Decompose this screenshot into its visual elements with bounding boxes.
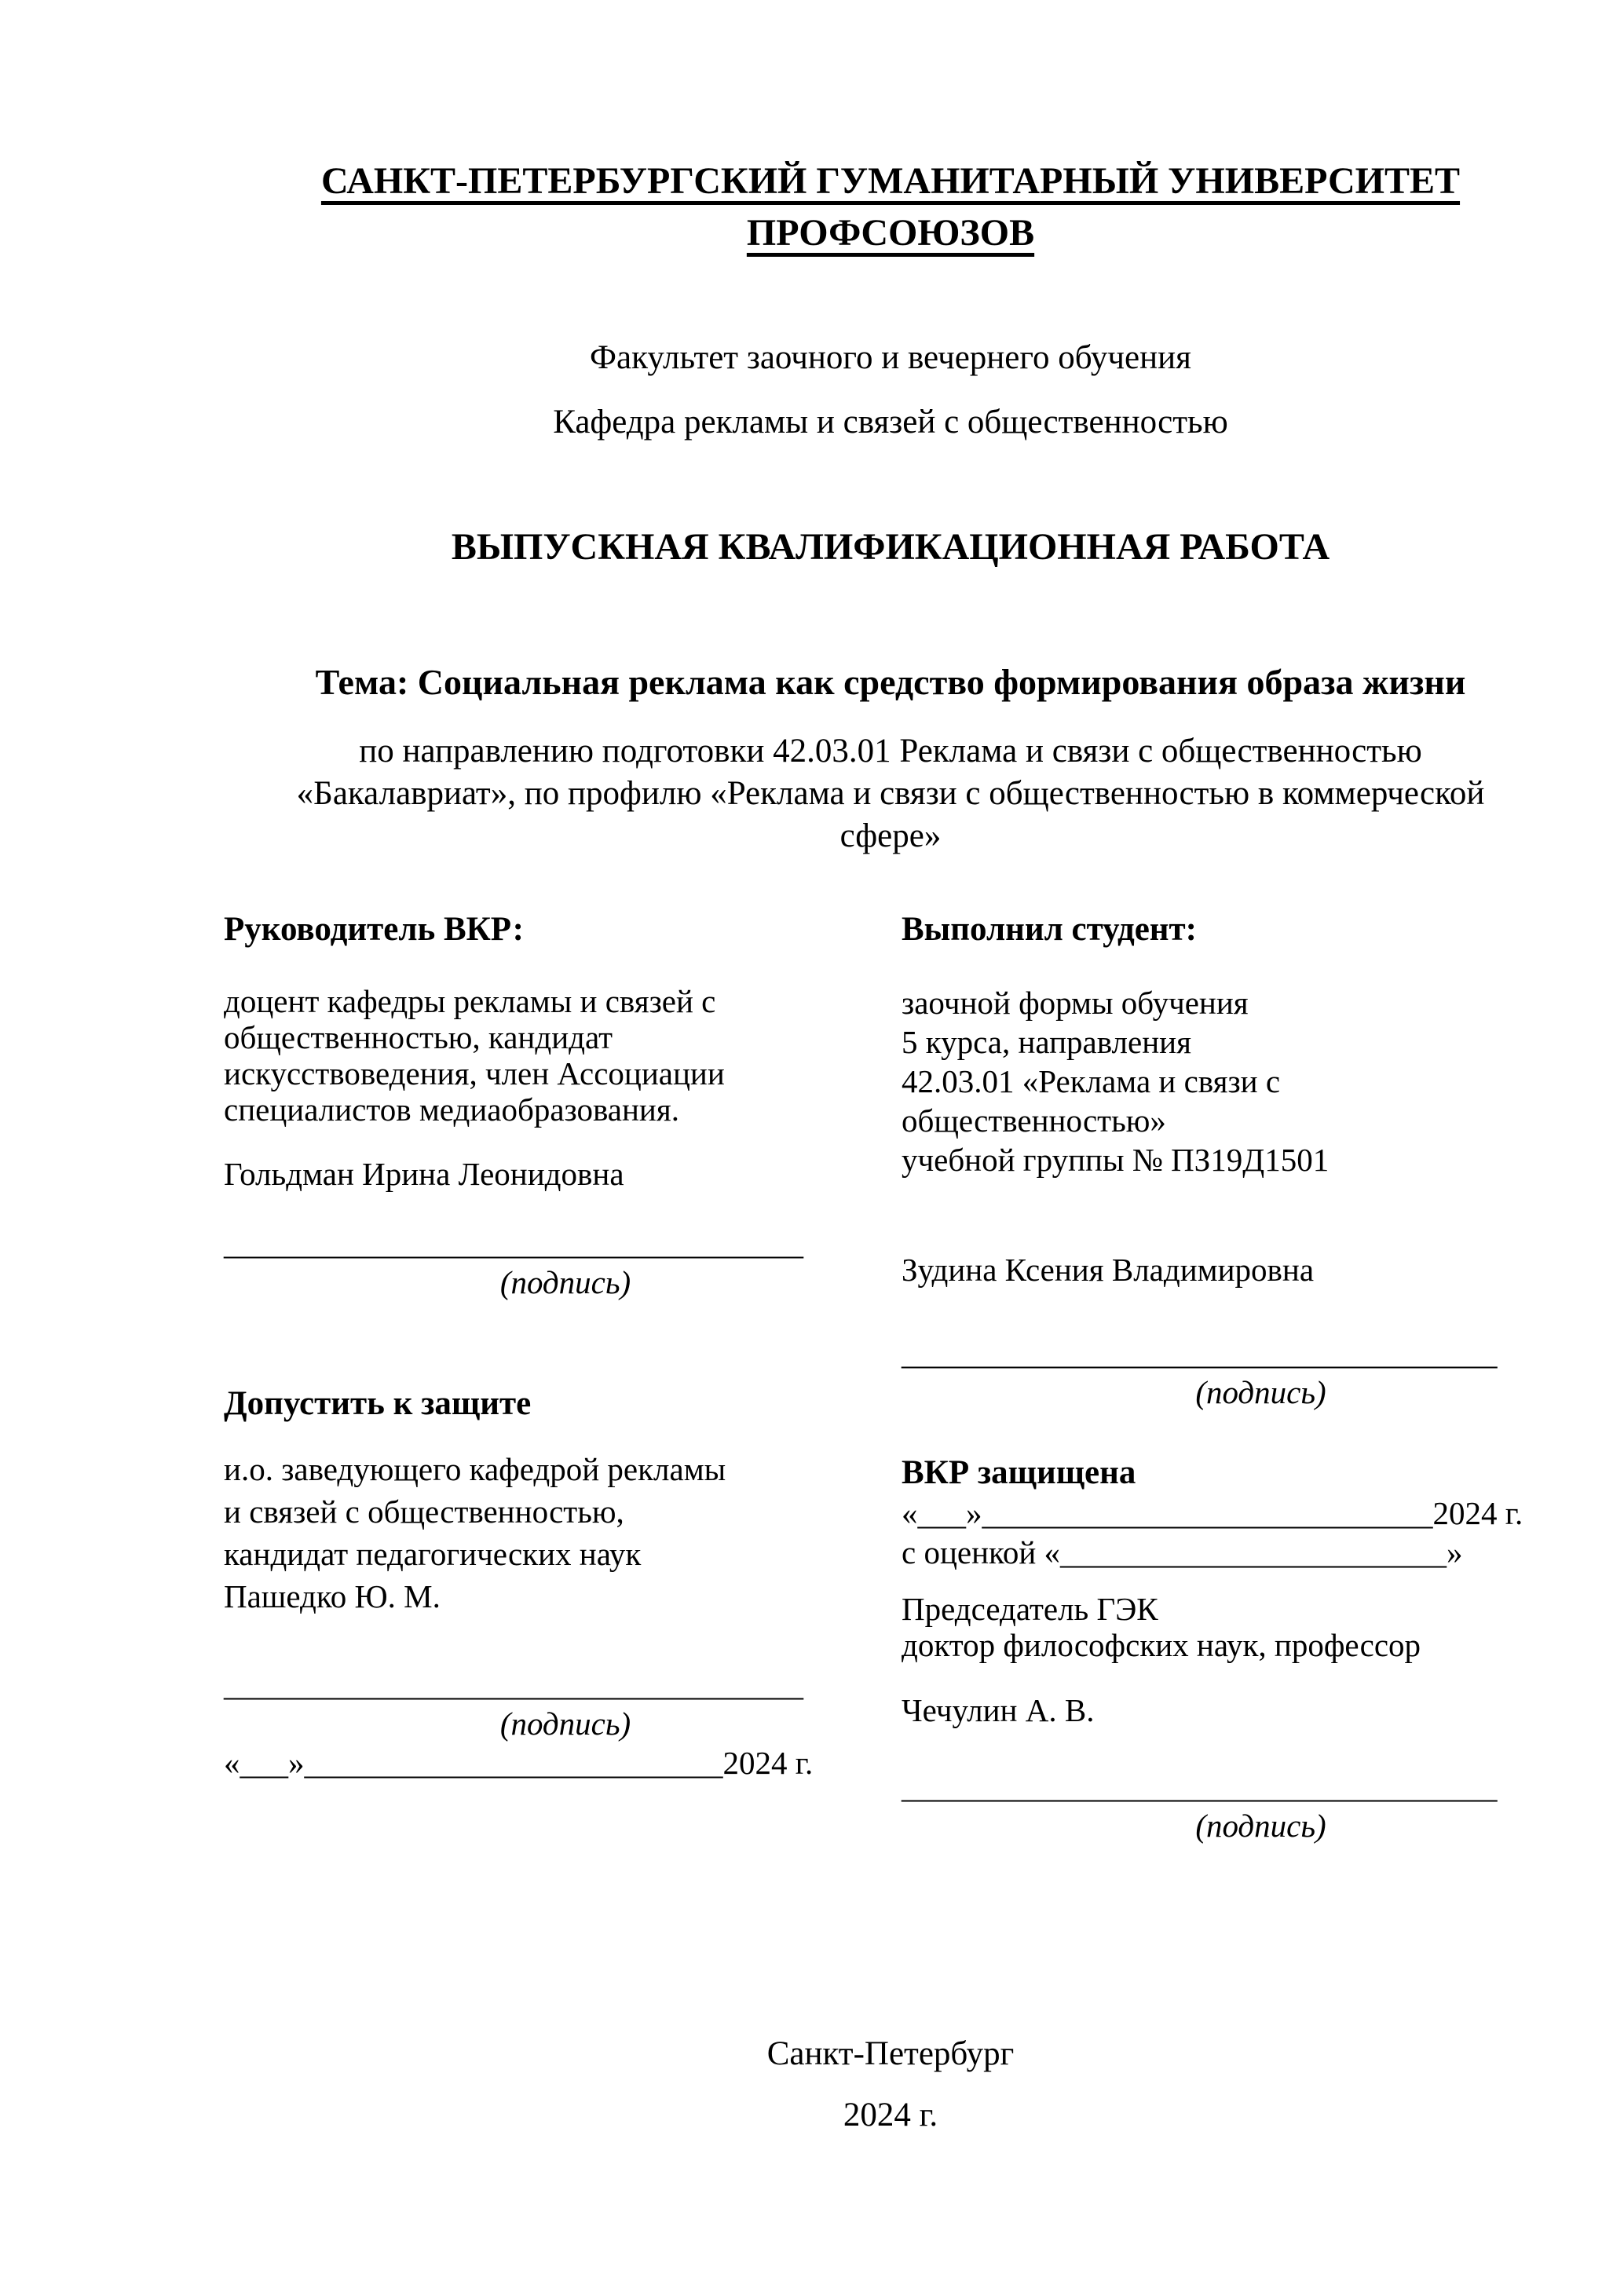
footer (224, 2034, 1557, 2136)
chair-name: Чечулин А. В. (902, 1692, 1095, 1728)
supervisor-description-line: специалистов медиаобразования. (224, 1091, 679, 1128)
admission-heading: Допустить к защите (224, 1385, 532, 1422)
admission-description-line: кандидат педагогических наук (224, 1536, 642, 1572)
faculty-name: Факультет заочного и вечернего обучения (590, 339, 1191, 376)
student-description-line: общественностью» (902, 1102, 1166, 1139)
work-type-heading: ВЫПУСКНАЯ КВАЛИФИКАЦИОННАЯ РАБОТА (451, 526, 1330, 568)
student-name: Зудина Ксения Владимировна (902, 1252, 1315, 1288)
student-description-line: учебной группы № ПЗ19Д1501 (902, 1142, 1330, 1178)
admission-description (224, 1448, 844, 1618)
programme-description (224, 730, 1557, 857)
university-name (224, 155, 1557, 259)
chair-title-line: Председатель ГЭК (902, 1591, 1158, 1627)
defense-block (902, 1453, 1557, 1572)
admission-signature-caption: (подпись) (499, 1706, 631, 1742)
admission-description-line: Пашедко Ю. М. (224, 1578, 441, 1614)
signatures-section (224, 909, 1557, 1845)
supervisor-heading: Руководитель ВКР: (224, 911, 524, 948)
supervisor-column (224, 909, 844, 1845)
chair-signature-line: _____________________________________ (902, 1768, 1498, 1804)
footer-year: 2024 г. (843, 2097, 938, 2133)
thesis-topic: Тема: Социальная реклама как средство формирования образа жизни (315, 662, 1466, 702)
student-description-line: заочной формы обучения (902, 985, 1249, 1021)
student-description-line: 5 курса, направления (902, 1024, 1191, 1060)
programme-line: «Бакалавриат», по профилю «Реклама и связи с общественностью в коммерческой (296, 775, 1485, 812)
student-description (902, 983, 1557, 1179)
admission-description-line: и.о. заведующего кафедрой рекламы (224, 1451, 726, 1487)
defense-heading: ВКР защищена (902, 1454, 1136, 1491)
programme-line: сфере» (839, 817, 942, 854)
defense-date-line: «___»____________________________2024 г. (902, 1495, 1523, 1531)
supervisor-description-line: доцент кафедры рекламы и связей с (224, 983, 716, 1019)
footer-city: Санкт-Петербург (766, 2035, 1015, 2072)
chair-titles (902, 1591, 1557, 1663)
supervisor-signature-caption: (подпись) (499, 1264, 631, 1300)
university-name-line2: ПРОФСОЮЗОВ (746, 212, 1035, 254)
admission-signature-line: ____________________________________ (224, 1666, 803, 1702)
admission-date-line: «___»__________________________2024 г. (224, 1745, 814, 1781)
student-signature-line: _____________________________________ (902, 1335, 1498, 1371)
student-description-line: 42.03.01 «Реклама и связи с (902, 1063, 1281, 1099)
admission-description-line: и связей с общественностью, (224, 1493, 624, 1530)
university-name-line1: САНКТ-ПЕТЕРБУРГСКИЙ ГУМАНИТАРНЫЙ УНИВЕРСИТЕТ (320, 160, 1461, 202)
student-signature-caption: (подпись) (1195, 1374, 1326, 1410)
supervisor-description-line: искусствоведения, член Ассоциации (224, 1055, 725, 1091)
supervisor-description (224, 983, 844, 1128)
supervisor-name: Гольдман Ирина Леонидовна (224, 1156, 624, 1192)
student-heading: Выполнил студент: (902, 911, 1197, 948)
student-column (902, 909, 1557, 1845)
supervisor-signature-line: ____________________________________ (224, 1225, 803, 1261)
defense-grade-line: с оценкой «________________________» (902, 1534, 1463, 1570)
programme-line: по направлению подготовки 42.03.01 Реклама и связи с общественностью (359, 733, 1422, 770)
supervisor-description-line: общественностью, кандидат (224, 1019, 613, 1055)
chair-signature-caption: (подпись) (1195, 1808, 1326, 1844)
chair-title-line: доктор философских наук, профессор (902, 1627, 1421, 1663)
department-name: Кафедра рекламы и связей с общественностью (553, 404, 1228, 441)
